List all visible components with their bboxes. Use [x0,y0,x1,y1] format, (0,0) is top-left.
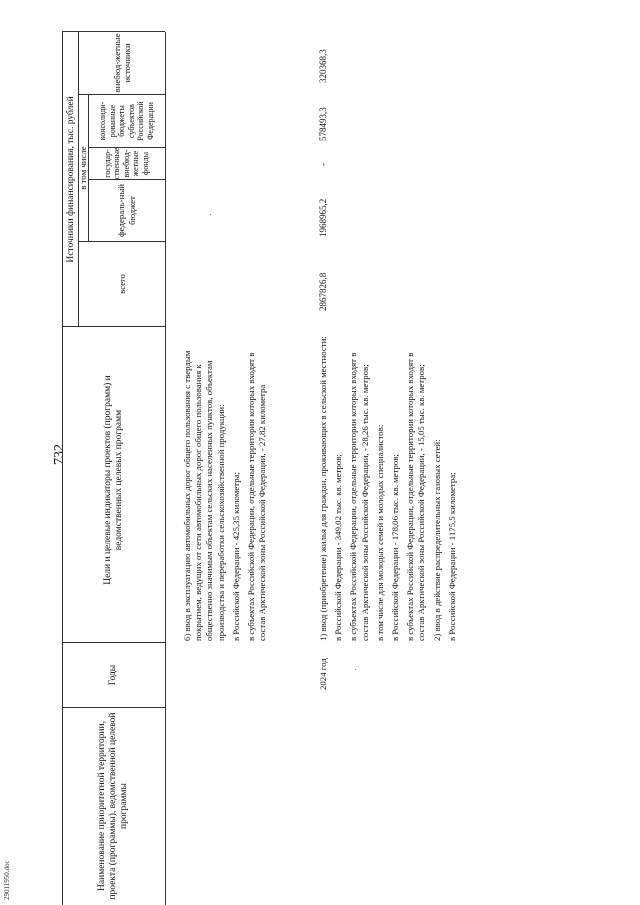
header-bottom-border [165,32,166,905]
row-2024-year: 2024 год [318,658,328,690]
row-2024-paragraph: в Российской Федерации - 1175,5 километра; [446,472,457,641]
row-2024-federal: 1968965,2 [318,198,328,237]
header-total: всего [116,274,127,294]
col-sep-1 [62,707,165,708]
row-2024-paragraph: в субъектах Российской Федерации, отдельные территории которых входят в состав Арктической зоны Российской Федерации, - 28,26 тыс. кв. метров; [348,352,370,641]
scan-speck [355,669,356,670]
doc-filename: 29011950.doc [3,860,11,900]
row-2024-paragraph: в Российской Федерации - 349,02 тыс. кв. метров; [333,454,344,641]
table-top-border [62,32,63,905]
col-sep-2 [62,642,165,643]
header-goals: Цели и целевые индикаторы проектов (программ) и ведомственных целевых программ [102,375,124,585]
block1-paragraph: в субъектах Российской Федерации, отдельные территории которых входят в состав Арктической зоны Российской Федерации, - 27,82 километра [246,352,268,641]
block1-paragraph: 6) ввод в эксплуатацию автомобильных дорог общего пользования с твердым покрытием, ведущих от сети автомобильных дорог общего пользования к общественно значимым объектам сельских населенных пунктов, объектам производства и переработки сельскохозяйственной продукции: [182,350,226,641]
header-name: Наименование приоритетной территории, проекта (программы), ведомственной целевой программы [97,712,129,900]
row-2024-paragraph: 1) ввод (приобретение) жилья для граждан, проживающих в сельской местности: [318,336,328,641]
row-2024-paragraph: 2) ввод в действие распределительных газовых сетей: [431,439,442,641]
row-2024-paragraph: в том числе для молодых семей и молодых специалистов: [374,424,385,641]
header-including: в том числе [78,146,89,190]
header-federal: федераль-ный бюджет [116,184,137,237]
header-consolidated: консолиди-рованные бюджеты субъектов Российской Федерации [98,101,155,141]
row-2024-paragraph: в Российской Федерации - 178,06 тыс. кв. метров; [390,454,401,641]
col-sep-4 [78,241,165,242]
block1-paragraph: в Российской Федерации - 425,35 километра; [230,472,241,641]
header-financing: Источники финансирования, тыс. рублей [65,96,76,263]
page-number: 732 [52,444,67,465]
scan-speck [210,214,211,215]
row-2024-consolidated: 578493,3 [318,107,328,141]
row-2024-paragraph: в субъектах Российской Федерации, отдельные территории которых входят в состав Арктической зоны Российской Федерации, - 15,05 тыс. кв. метров; [405,352,427,641]
row-2024-total: 2867826,8 [318,272,328,311]
row-2024-extrabudget: 320368,3 [318,49,328,83]
header-state-funds: государ-ственные внебюд-жетные фонды [102,147,150,180]
header-years: Годы [108,664,118,686]
block1-text [182,329,272,641]
header-extrabudget: внебюд-жетные источники [111,33,132,93]
row-2024-goals [318,329,462,641]
row-2024-state-funds: - [318,163,328,166]
